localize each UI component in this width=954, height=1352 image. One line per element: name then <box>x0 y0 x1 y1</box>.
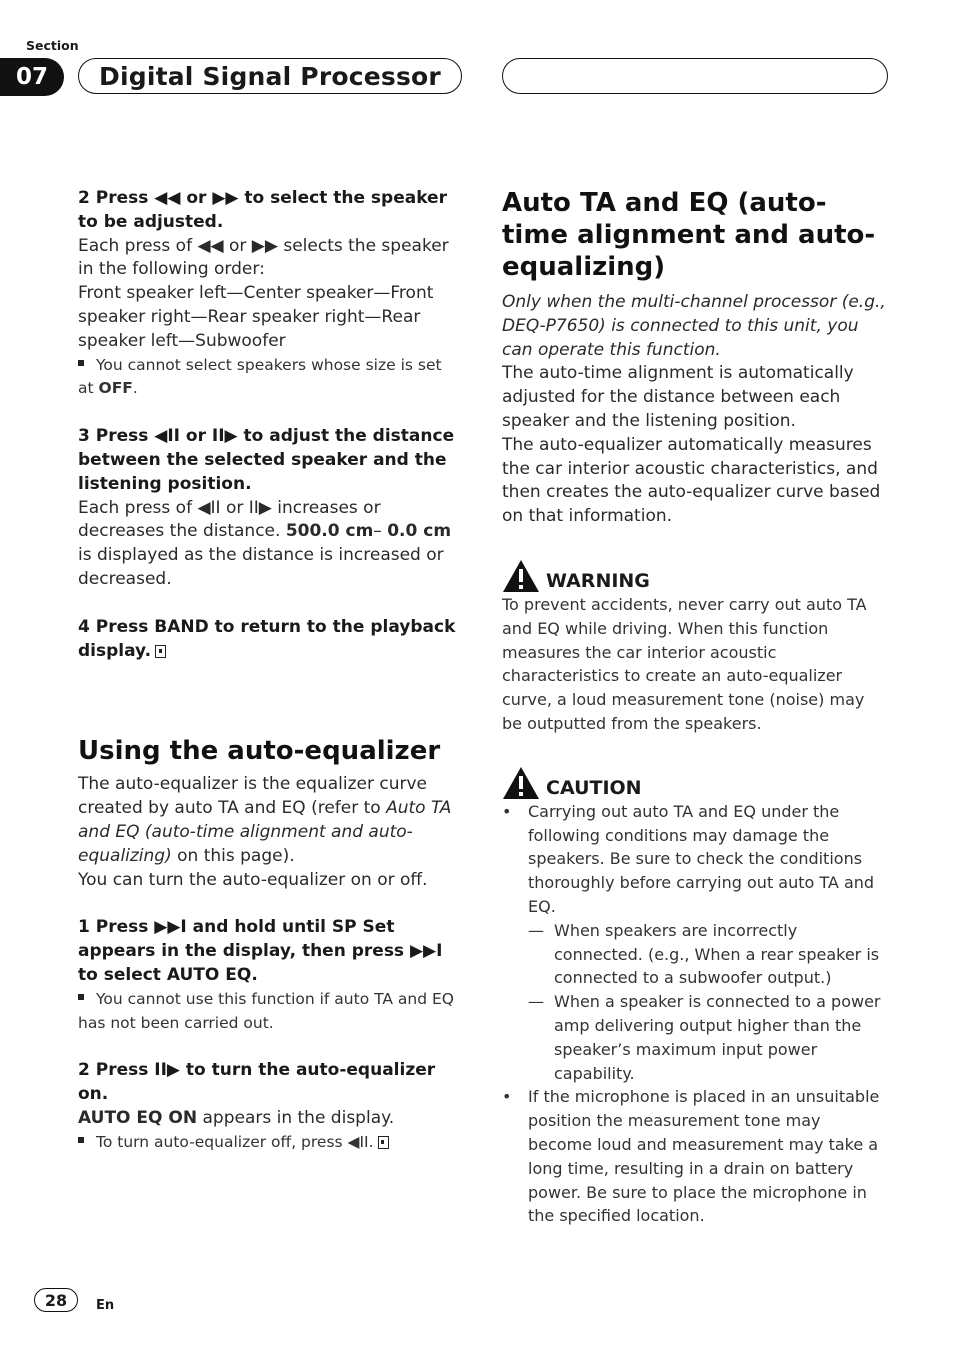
warning-triangle-icon <box>502 559 540 593</box>
list-item: — When speakers are incorrectly connected. (e.g., When a rear speaker is connected to a subwoofer output.) <box>528 919 886 990</box>
step2-title: 2 Press ◀◀ or ▶▶ to select the speaker to be adjusted. <box>78 188 447 232</box>
list-item: • If the microphone is placed in an unsuitable position the measurement tone may become loud and measurement may take a long time, resulting in a drain on battery power. Be sure to place the microphone in the specified location. <box>502 1085 886 1228</box>
caution-sublist <box>528 919 886 1086</box>
step3-dash: – <box>373 521 388 542</box>
step3-min: 0.0 cm <box>387 521 452 542</box>
auto-eq-intro-pre: The auto-equalizer is the equalizer curve created by auto TA and EQ (refer to <box>78 774 427 819</box>
s2-body-bold: AUTO EQ ON <box>78 1107 198 1128</box>
note-end: . <box>132 379 138 398</box>
page-number: 28 <box>34 1288 78 1312</box>
auto-ta-p1: The auto-time alignment is automatically adjusted for the distance between each speaker and the listening position. <box>502 363 854 431</box>
step2-order: Front speaker left—Center speaker—Front speaker right—Rear speaker right—Rear speaker left—Subwoofer <box>78 283 434 351</box>
caution-b1: Carrying out auto TA and EQ under the following conditions may damage the speakers. Be sure to check the conditions thoroughly before carrying out auto TA and EQ. <box>528 801 875 916</box>
step3-body-pre: Each press of ◀II or II▶ increases or decreases the distance. <box>78 497 381 542</box>
caution-list <box>502 800 886 1228</box>
s2-body-post: appears in the display. <box>197 1107 395 1128</box>
s2-note <box>78 1131 462 1155</box>
auto-ta-p2: The auto-equalizer automatically measures the car interior acoustic characteristics, and then creates the auto-equalizer curve based on that information. <box>502 434 881 527</box>
note-square-icon <box>78 994 84 1000</box>
caution-title: CAUTION <box>546 776 642 799</box>
auto-eq-intro <box>78 773 462 868</box>
right-column <box>502 187 886 1228</box>
note-square-icon <box>78 1137 84 1143</box>
warning-body: To prevent accidents, never carry out auto TA and EQ while driving. When this function measures the car interior acoustic characteristics to create an auto-equalizer curve, a loud measurement tone (noise) may be outputted from the speakers. <box>502 594 867 733</box>
s2-title: 2 Press II▶ to turn the auto-equalizer on. <box>78 1060 436 1105</box>
section-title: Digital Signal Processor <box>99 61 441 91</box>
s2-body <box>78 1107 462 1131</box>
step3-title: 3 Press ◀II or II▶ to adjust the distance between the selected speaker and the listening position. <box>78 426 455 494</box>
list-item: — When a speaker is connected to a power amp delivering output higher than the speaker’s maximum input power capability. <box>528 990 886 1085</box>
caution-heading <box>502 766 886 800</box>
step2-note <box>78 354 462 402</box>
auto-eq-onoff: You can turn the auto-equalizer on or off. <box>78 869 428 890</box>
auto-ta-intro: Only when the multi-channel processor (e.g., DEQ-P7650) is connected to this unit, you can operate this function. <box>502 292 886 360</box>
section-title-box <box>78 58 462 94</box>
auto-eq-intro-post: on this page). <box>171 845 295 866</box>
s1-note <box>78 988 462 1036</box>
s1-title: 1 Press ▶▶I and hold until SP Set appears in the display, then press ▶▶I to select AUTO EQ. <box>78 917 443 985</box>
language-code: En <box>96 1298 115 1313</box>
section-number-badge: 07 <box>0 58 64 96</box>
note-text: You cannot select speakers whose size is set at <box>78 355 442 398</box>
step2-body: Each press of ◀◀ or ▶▶ selects the speaker in the following order: <box>78 235 449 280</box>
step4-text: 4 Press BAND to return to the playback display. <box>78 616 456 661</box>
auto-eq-ref: Auto TA and EQ (auto-time alignment and auto-equalizing) <box>78 798 452 866</box>
note-square-icon <box>78 360 84 366</box>
s1-note-text: You cannot use this function if auto TA and EQ has not been carried out. <box>78 989 454 1032</box>
auto-ta-eq-heading: Auto TA and EQ (auto-time alignment and auto-equalizing) <box>502 188 876 282</box>
step4-title <box>78 616 462 664</box>
end-mark-icon <box>155 645 166 658</box>
note-bold: OFF <box>98 379 133 398</box>
caution-triangle-icon <box>502 766 540 800</box>
warning-heading <box>502 559 886 593</box>
header-empty-box <box>502 58 888 94</box>
left-column <box>78 187 462 1155</box>
s2-note-text: To turn auto-equalizer off, press ◀II. <box>96 1132 374 1151</box>
end-mark-icon <box>378 1136 389 1149</box>
using-auto-eq-heading: Using the auto-equalizer <box>78 736 441 767</box>
list-item <box>502 800 886 1086</box>
step3-body <box>78 497 462 592</box>
step3-body-post: is displayed as the distance is increased or decreased. <box>78 545 444 589</box>
step3-max: 500.0 cm <box>285 521 374 542</box>
section-label: Section <box>26 38 79 53</box>
warning-title: WARNING <box>546 569 650 592</box>
